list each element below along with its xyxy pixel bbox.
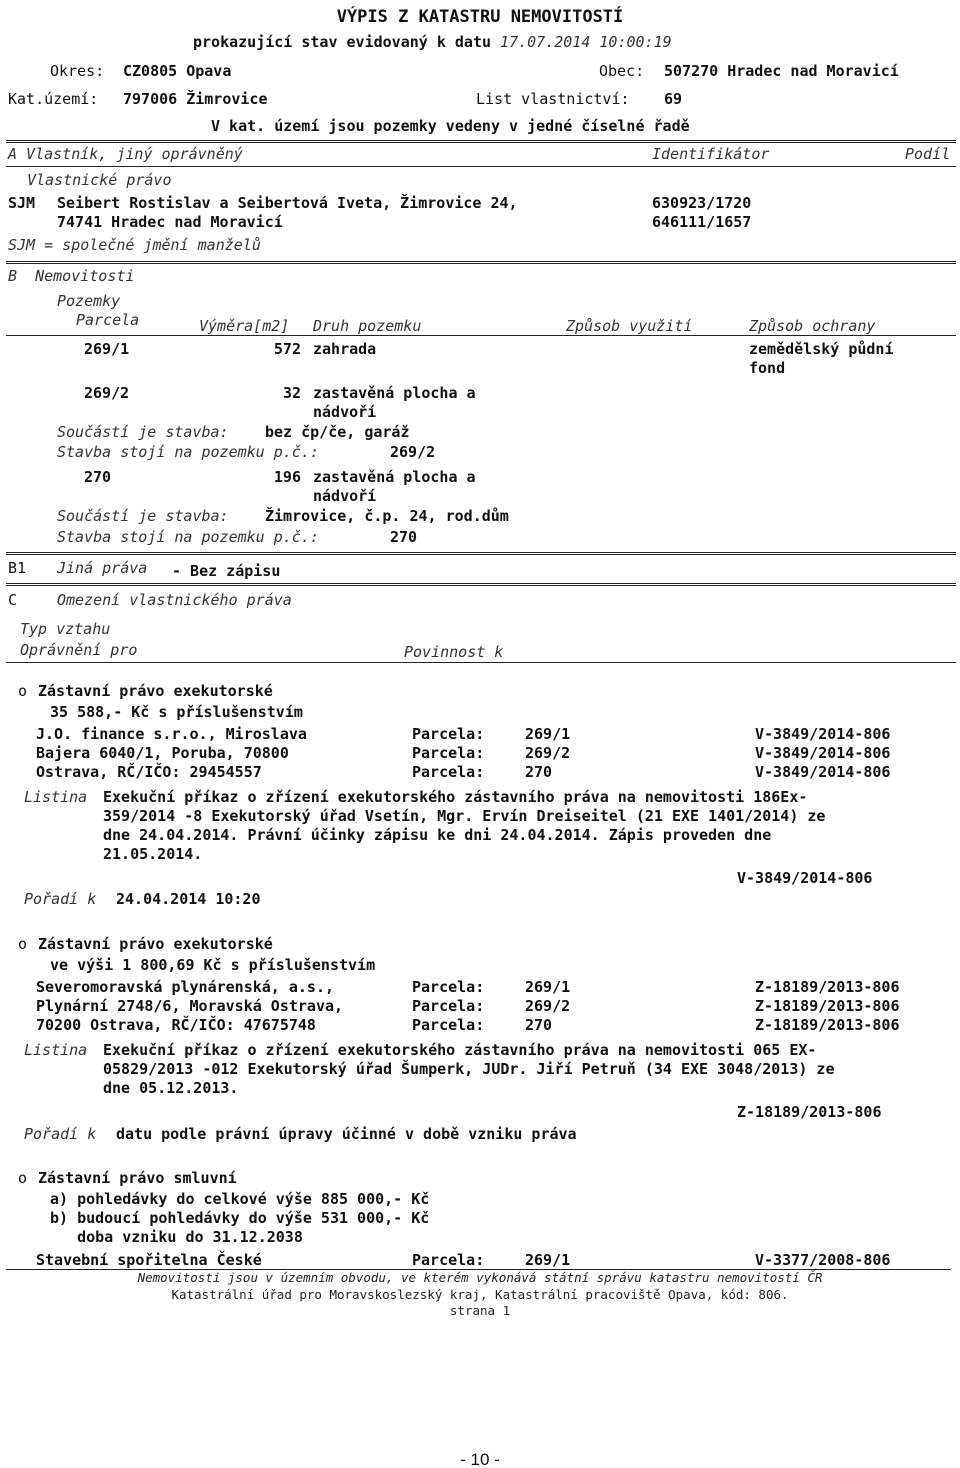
section-a-heading: A Vlastník, jiný oprávněný [8,145,243,163]
listina-ref: Z-18189/2013-806 [737,1103,882,1121]
entry-item: doba vzniku do 31.12.2038 [50,1228,303,1246]
entry-parcel: 269/2 [525,997,571,1015]
poradi-value: datu podle právní úpravy účinné v době vzniku práva [116,1125,577,1143]
listina-line: 05829/2013 -012 Exekutorský úřad Šumperk, JUDr. Jiří Petruň (34 EXE 3048/2013) ze [103,1060,835,1078]
entry-bullet: o [18,935,28,953]
parcel-type: zastavěná plocha a [313,384,476,402]
entry-ref: Z-18189/2013-806 [755,978,900,996]
entry-ref: V-3849/2014-806 [755,744,891,762]
entry-party: Bajera 6040/1, Poruba, 70800 [36,744,289,762]
entry-parcel: 269/1 [525,1251,571,1269]
building-label: Součástí je stavba: [57,507,229,525]
subtitle [193,33,672,52]
col-vyuziti: Způsob využití [566,317,693,335]
section-c-label: Omezení vlastnického práva [57,591,292,609]
parcel-area: 32 [282,384,301,402]
col-opravneni: Oprávnění pro [20,641,138,659]
obec-label: Obec: [599,62,645,80]
entry-item: a) pohledávky do celkové výše 885 000,- Kč [50,1190,430,1208]
footer-line-3: strana 1 [449,1303,511,1318]
col-povinnost: Povinnost k [404,643,504,661]
entry-party: 70200 Ostrava, RČ/IČO: 47675748 [36,1016,316,1034]
entry-title: Zástavní právo exekutorské [38,935,273,953]
building-on-label: Stavba stojí na pozemku p.č.: [57,443,319,461]
entry-ref: V-3377/2008-806 [755,1251,891,1269]
entry-parcel: 269/1 [525,725,571,743]
entry-party: Ostrava, RČ/IČO: 29454557 [36,763,262,781]
building-label: Součástí je stavba: [57,423,229,441]
listina-line: Exekuční příkaz o zřízení exekutorského zástavního práva na nemovitosti 186Ex- [103,788,808,806]
entry-parcel-label: Parcela: [412,1251,485,1269]
poradi-label: Pořadí k [24,1125,97,1143]
parcel-area: 196 [273,468,301,486]
entry-party: J.O. finance s.r.o., Miroslava [36,725,307,743]
divider [6,552,956,555]
entry-amount: 35 588,- Kč s příslušenstvím [50,703,303,721]
obec-value: 507270 Hradec nad Moravicí [664,62,899,80]
entry-parcel: 269/1 [525,978,571,996]
poradi-value: 24.04.2014 10:20 [116,890,261,908]
entry-item: b) budoucí pohledávky do výše 531 000,- Kč [50,1209,430,1227]
entry-title: Zástavní právo exekutorské [38,682,273,700]
entry-parcel-label: Parcela: [412,978,485,996]
parcel-number: 269/2 [84,384,130,402]
entry-ref: Z-18189/2013-806 [755,997,900,1015]
parcel-type-cont: nádvoří [313,403,377,421]
section-b-heading: B Nemovitosti [8,267,135,285]
col-druh: Druh pozemku [313,317,422,335]
divider [6,335,956,336]
divider [6,261,956,264]
parcel-type: zahrada [313,340,377,358]
parcel-type: zastavěná plocha a [313,468,476,486]
listina-ref: V-3849/2014-806 [737,869,873,887]
list-label: List vlastnictví: [476,90,630,108]
divider [6,583,956,586]
kat-note: V kat. území jsou pozemky vedeny v jedné číselné řadě [211,117,690,135]
entry-parcel-label: Parcela: [412,763,485,781]
entry-ref: V-3849/2014-806 [755,725,891,743]
building-value: Žimrovice, č.p. 24, rod.dům [265,507,509,525]
entry-ref: Z-18189/2013-806 [755,1016,900,1034]
entry-title: Zástavní právo smluvní [38,1169,237,1187]
listina-line: Exekuční příkaz o zřízení exekutorského zástavního práva na nemovitosti 065 EX- [103,1041,817,1059]
poradi-label: Pořadí k [24,890,97,908]
entry-party: Severomoravská plynárenská, a.s., [36,978,335,996]
subtitle-date: 17.07.2014 10:00:19 [500,33,672,51]
listina-line: dne 24.04.2014. Právní účinky zápisu ke dni 24.04.2014. Zápis proveden dne [103,826,772,844]
okres-value: CZ0805 Opava [123,62,232,80]
section-b1-label: Jiná práva [57,559,148,577]
parcel-type-cont: nádvoří [313,487,377,505]
parcel-number: 269/1 [84,340,130,358]
entry-ref: V-3849/2014-806 [755,763,891,781]
okres-label: Okres: [50,62,105,80]
parcel-protection: zemědělský půdní [749,340,894,358]
katuzemi-label: Kat.území: [8,90,99,108]
entry-parcel-label: Parcela: [412,997,485,1015]
subtitle-prefix: prokazující stav evidovaný k datu [193,33,492,51]
divider [6,140,956,143]
owner-type: SJM [8,194,36,212]
katuzemi-value: 797006 Žimrovice [123,90,268,108]
entry-parcel: 269/2 [525,744,571,762]
col-podil: Podíl [905,145,951,163]
parcel-area: 572 [273,340,301,358]
parcel-protection-cont: fond [749,359,786,377]
entry-bullet: o [18,682,28,700]
section-c-code: C [8,591,18,609]
entry-parcel-label: Parcela: [412,1016,485,1034]
owner-line-1: Seibert Rostislav a Seibertová Iveta, Žimrovice 24, [57,194,518,212]
divider [6,166,956,167]
entry-parcel: 270 [525,763,553,781]
listina-line: dne 05.12.2013. [103,1079,239,1097]
entry-party: Plynární 2748/6, Moravská Ostrava, [36,997,344,1015]
col-vymera: Výměra[m2] [199,317,290,335]
building-value: bez čp/če, garáž [265,423,410,441]
building-on-label: Stavba stojí na pozemku p.č.: [57,528,319,546]
listina-label: Listina [24,1041,88,1059]
section-b-sub: Pozemky [57,292,121,310]
owner-id-2: 646111/1657 [652,213,752,231]
entry-amount: ve výši 1 800,69 Kč s příslušenstvím [50,956,376,974]
sjm-legend: SJM = společné jmění manželů [8,236,261,254]
entry-parcel: 270 [525,1016,553,1034]
owner-line-2: 74741 Hradec nad Moravicí [57,213,283,231]
entry-parcel-label: Parcela: [412,725,485,743]
col-ochrana: Způsob ochrany [749,317,876,335]
section-b1-value: - Bez zápisu [172,562,281,580]
owner-id-1: 630923/1720 [652,194,752,212]
listina-label: Listina [24,788,88,806]
page-number: - 10 - [460,1450,500,1468]
col-typ-vztahu: Typ vztahu [20,620,111,638]
footer-line-2: Katastrální úřad pro Moravskoslezský kraj, Katastrální pracoviště Opava, kód: 806. [171,1287,789,1302]
entry-party: Stavební spořitelna České [36,1251,262,1269]
entry-bullet: o [18,1169,28,1187]
building-on-value: 270 [390,528,418,546]
section-a-sub: Vlastnické právo [27,171,172,189]
parcel-number: 270 [84,468,112,486]
col-parcela: Parcela [76,311,140,329]
section-b1-code: B1 [8,559,27,577]
col-identifikator: Identifikátor [652,145,770,163]
footer-line-1: Nemovitosti jsou v územním obvodu, ve kterém vykonává státní správu katastru nemovitostí ČR [137,1270,823,1285]
document-title: VÝPIS Z KATASTRU NEMOVITOSTÍ [336,7,624,27]
list-value: 69 [664,90,683,108]
listina-line: 359/2014 -8 Exekutorský úřad Vsetín, Mgr. Ervín Dreiseitel (21 EXE 1401/2014) ze [103,807,826,825]
building-on-value: 269/2 [390,443,436,461]
divider [6,662,956,663]
entry-parcel-label: Parcela: [412,744,485,762]
listina-line: 21.05.2014. [103,845,203,863]
